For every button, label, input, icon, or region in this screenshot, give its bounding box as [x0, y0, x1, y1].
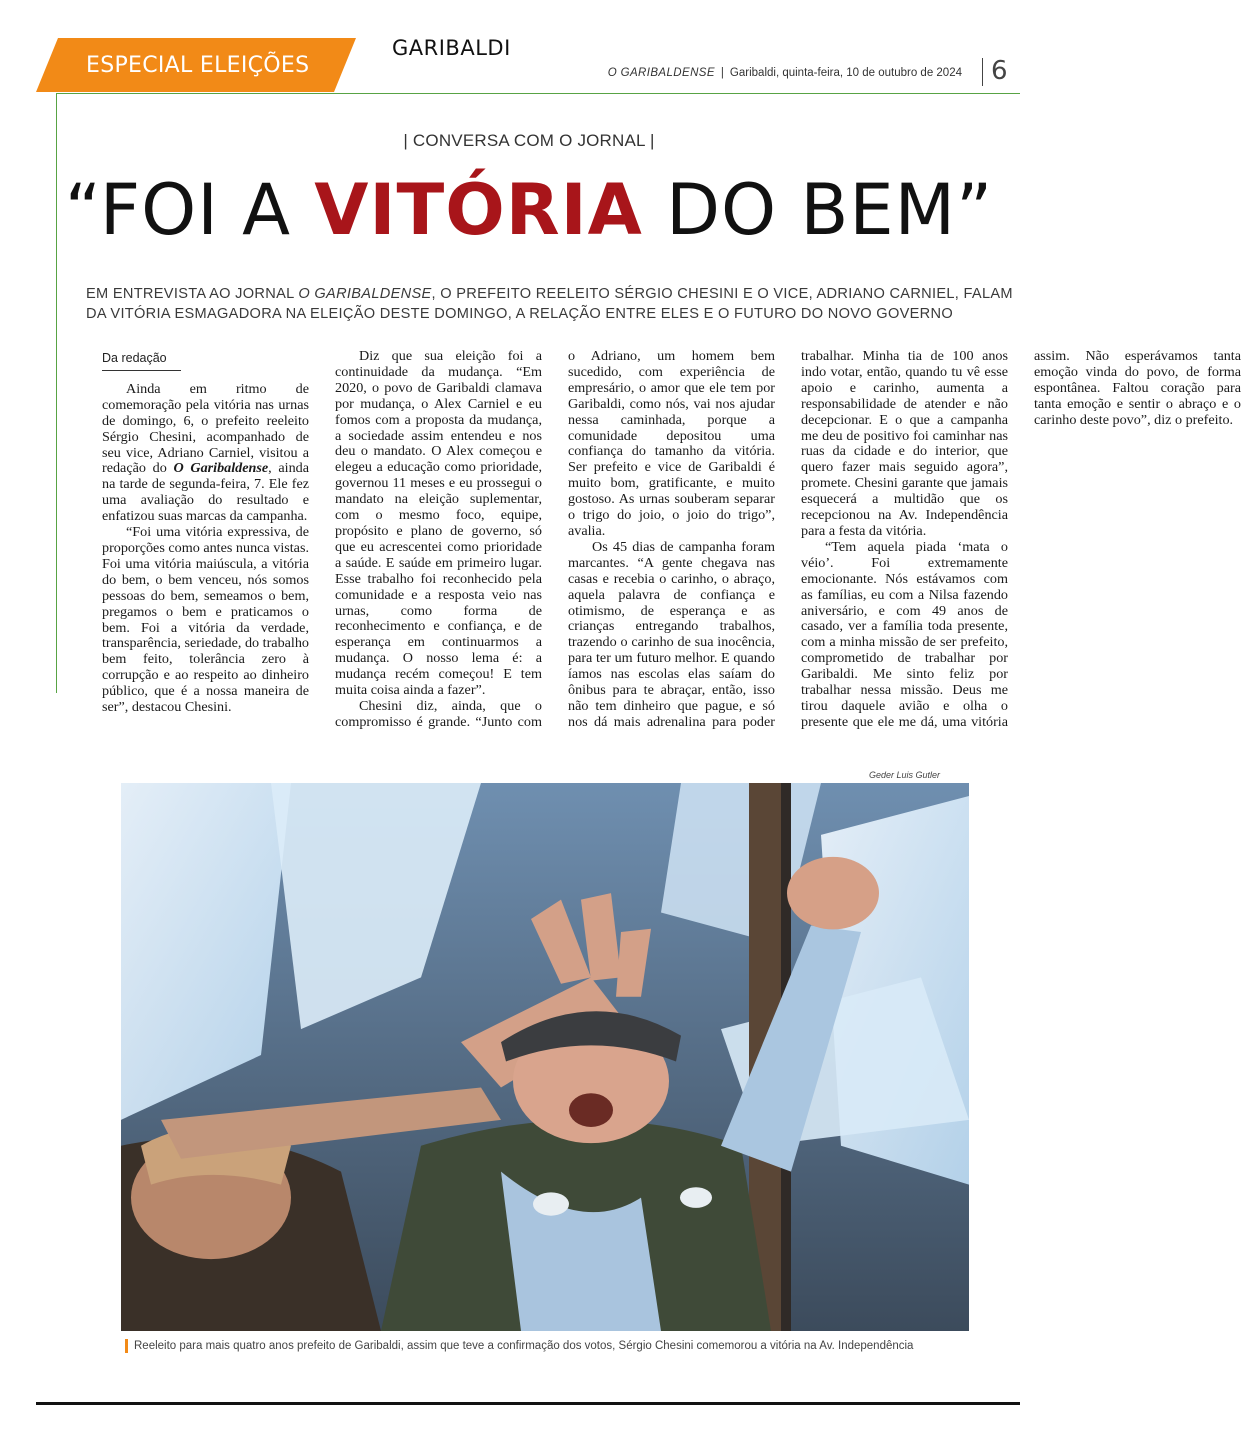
header-divider — [982, 58, 983, 86]
caption-marker — [125, 1339, 128, 1353]
kicker: | CONVERSA COM O JORNAL | — [403, 131, 655, 150]
section-label: ESPECIAL ELEIÇÕES — [86, 53, 310, 78]
dek-italic: O GARIBALDENSE — [298, 286, 432, 302]
publication-dateline: O GARIBALDENSE | Garibaldi, quinta-feira, 10 de outubro de 2024 — [607, 67, 962, 79]
article-body — [102, 348, 1241, 741]
page-number: 6 — [991, 56, 1008, 86]
paragraph-3: Diz que sua eleição foi a continuidade da mudança. “Em 2020, o povo de Garibaldi clamava por mudança, o Alex Carniel e eu fomos com a proposta da mudança, a sociedade assim entendeu e nos deu o mandato. O Alex começou e elegeu a educação como prioridade, governou 11 meses e eu prossegui o mandato na eleição suplementar, com o mesmo foco, equipe, propósito e plano de governo, só que eu acrescentei como prioridade a saúde. E saúde em primeiro lugar. Esse trabalho foi reconhecido pela comunidade e a resposta veio nas urnas, como forma de reconhecimento e confiança, e de esperança em continuarmos a mudança. O nosso lema é: a mudança recém começou! E tem muita coisa ainda a fazer”. — [335, 348, 542, 699]
dateline: Garibaldi, quinta-feira, 10 de outubro de 2024 — [729, 67, 962, 79]
headline-close: DO BEM” — [642, 169, 994, 251]
p1-text-b: , ainda na tarde de segunda-feira, 7. Ele fez uma avaliação do resultado e enfatizou suas marcas da campanha. — [102, 460, 309, 525]
p1-text-a: Ainda em ritmo de comemoração pela vitória nas urnas de domingo, 6, o prefeito reeleito Sérgio Chesini, acompanhado de seu vice, Adriano Carniel, visitou a redação do — [102, 380, 309, 477]
header-rule — [56, 93, 1020, 94]
city-label: GARIBALDI — [392, 36, 511, 60]
paragraph-4: Chesini diz, ainda, que o compromisso é grande. “Junto com o Adriano, um homem bem sucedido, com experiência de empresário, o amor que ele tem por Garibaldi, como nós, vai nos ajudar nessa caminhada, porque a comunidade depositou uma confiança do tamanho da vitória. Ser prefeito e vice de Garibaldi é muito bom, gratificante, e muito gostoso. As urnas souberam separar o trigo do joio, o joio do trigo”, avalia. — [335, 348, 775, 730]
headline-open: “FOI A — [64, 169, 315, 251]
photo-caption: Reeleito para mais quatro anos prefeito de Garibaldi, assim que teve a confirmação dos votos, Sérgio Chesini comemorou a vitória na Av. Independência — [134, 1340, 914, 1352]
byline: Da redação — [102, 351, 181, 371]
p1-bold: O Garibaldense — [173, 460, 269, 477]
headline — [0, 168, 1058, 252]
headline-highlight: VITÓRIA — [314, 169, 643, 251]
paragraph-2: “Foi uma vitória expressiva, de proporções como antes nunca vistas. Foi uma vitória maiúscula, a vitória do bem, o bem venceu, nós somos pessoas do bem, semeamos o bem, pregamos o bem e praticamos o bem. Foi a vitória da verdade, transparência, seriedade, do trabalho bem feito, tolerância zero à corrupção e ao respeito ao dinheiro público, que é a nossa maneira de ser”, destacou Chesini. — [102, 524, 309, 716]
publication-name: O GARIBALDENSE — [607, 67, 715, 79]
paragraph-5: Os 45 dias de campanha foram marcantes. “A gente chegava nas casas e recebia o carinho, o abraço, aquela palavra de confiança e otimismo, de esperança e as crianças entregando trabalhos, trazendo o carinho de sua inocência, para ter um futuro melhor. E quando íamos nas escolas elas saíam do ônibus para te abraçar, então, isso não tem dinheiro que pague, e só nos dá mais adrenalina para poder trabalhar. Minha tia de 100 anos indo votar, então, quando tu vê esse apoio e carinho, aumenta a responsabilidade de atender e não decepcionar. E o que a campanha me deu de positivo foi caminhar nas ruas da cidade e do interior, que quero fazer mais seguido agora”, promete. Chesini garante que jamais esquecerá a multidão que os recepcionou na Av. Independência para a festa da vitória. — [568, 348, 1008, 730]
paragraph-6: “Tem aquela piada ‘mata o véio’. Foi extremamente emocionante. Nós estávamos com as famílias, eu com a Nilsa fazendo aniversário, e com 49 anos de casado, ver a família toda presente, com a minha missão de ser prefeito, comprometido de trabalhar por Garibaldi. Me sinto feliz por trabalhar nessa missão. Deus me tirou daquele avião e olha o presente que ele me dá, uma vitória assim. Não esperávamos tanta emoção vinda do povo, de forma espontânea. Faltou coração para tanta emoção e sentir o abraço e o carinho deste povo”, diz o prefeito. — [801, 348, 1241, 730]
dek — [86, 285, 1026, 324]
photo-credit: Geder Luis Gutler — [868, 770, 940, 780]
dek-part1: EM ENTREVISTA AO JORNAL — [86, 286, 299, 302]
photo-illustration — [121, 783, 969, 1331]
dek-part2: , O PREFEITO REELEITO SÉRGIO CHESINI E O VICE, ADRIANO CARNIEL, FALAM DA VITÓRIA ESMAGADORA NA ELEIÇÃO DESTE DOMINGO, A RELAÇÃO ENTRE ELES E O FUTURO DO NOVO GOVERNO — [86, 286, 1013, 322]
bottom-rule — [36, 1402, 1020, 1405]
main-photo — [121, 783, 969, 1331]
paragraph-1 — [102, 382, 309, 525]
